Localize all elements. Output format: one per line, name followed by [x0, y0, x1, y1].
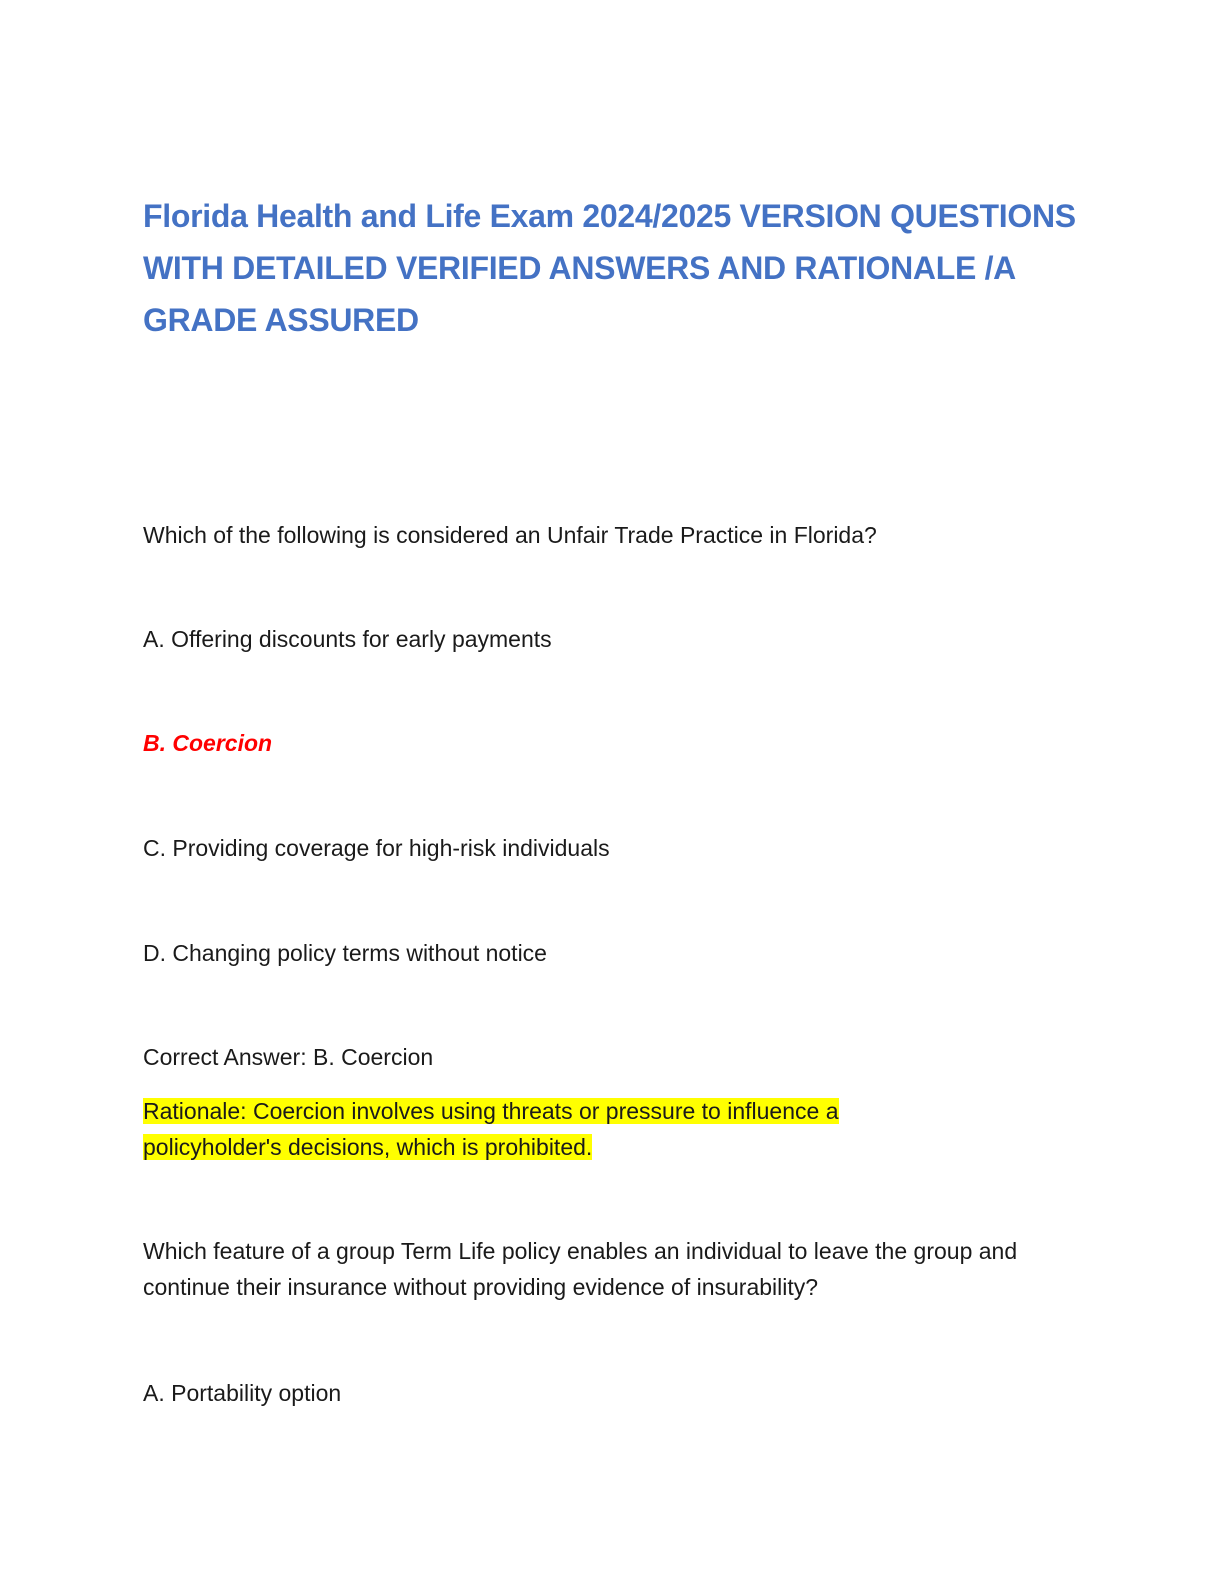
question-1-option-b-correct: B. Coercion [143, 730, 273, 756]
question-1-rationale-line-2 [143, 1129, 592, 1165]
rationale-highlight-2: policyholder's decisions, which is prohibited. [143, 1134, 593, 1160]
question-1-rationale-line-1 [143, 1093, 839, 1129]
question-1-text: Which of the following is considered an Unfair Trade Practice in Florida? [143, 522, 877, 548]
question-2-text: Which feature of a group Term Life policy enables an individual to leave the group and continue their insurance without providing evidence of insurability? [143, 1238, 1018, 1300]
question-2-option-a: A. Portability option [143, 1380, 342, 1406]
question-1-option-d: D. Changing policy terms without notice [143, 940, 547, 966]
question-1-option-a: A. Offering discounts for early payments [143, 626, 552, 652]
document-title: Florida Health and Life Exam 2024/2025 VERSION QUESTIONS WITH DETAILED VERIFIED ANSWERS AND RATIONALE /A GRADE ASSURED [143, 198, 1076, 338]
rationale-highlight-1: Rationale: Coercion involves using threats or pressure to influence a [143, 1098, 839, 1124]
question-1-correct-answer: Correct Answer: B. Coercion [143, 1044, 434, 1070]
question-1-option-c: C. Providing coverage for high-risk individuals [143, 835, 610, 861]
